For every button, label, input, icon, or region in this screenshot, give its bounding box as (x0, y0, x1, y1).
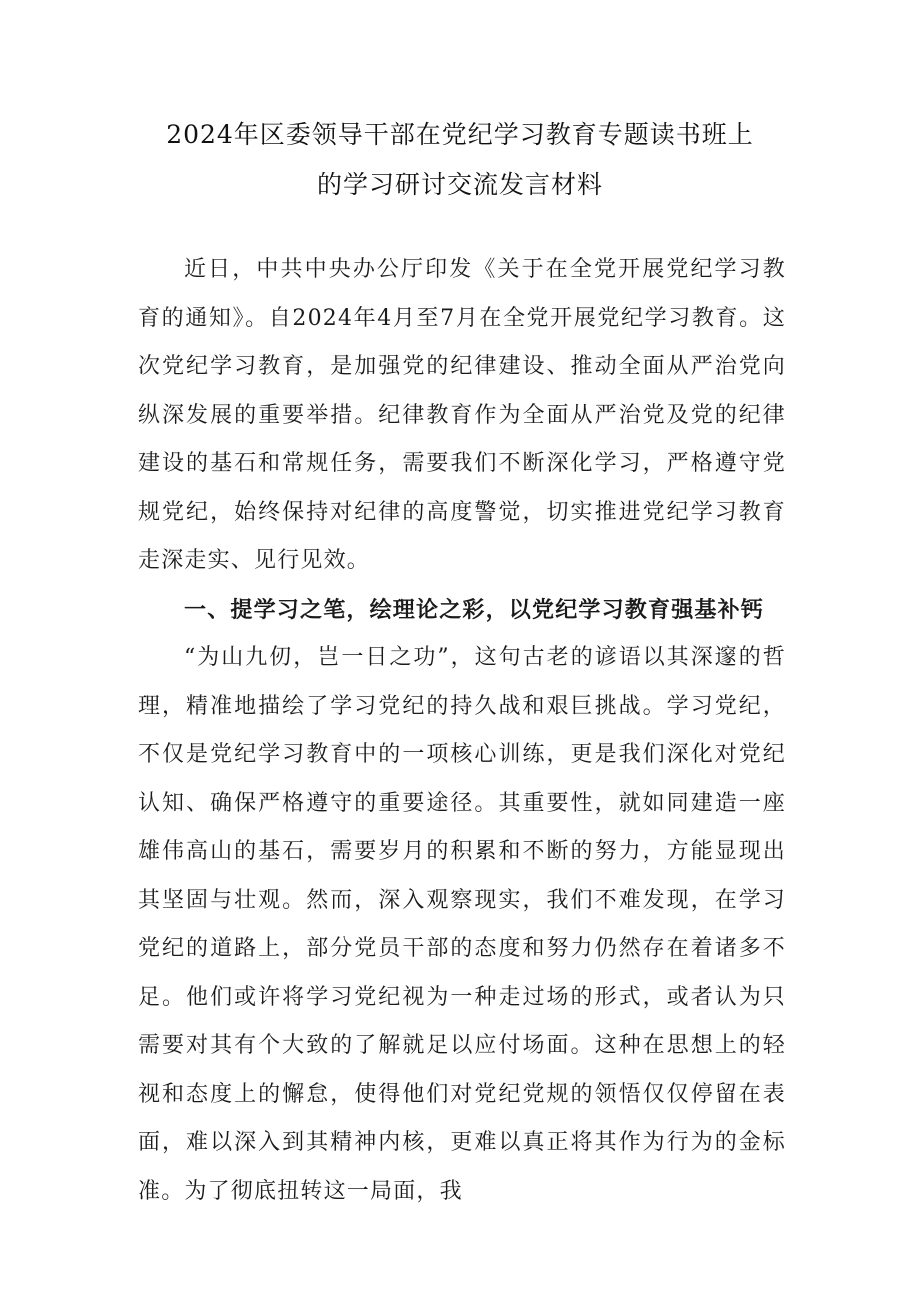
document-title-line-2: 的学习研讨交流发言材料 (316, 170, 603, 199)
section-heading-1: 一、提学习之笔，绘理论之彩，以党纪学习教育强基补钙 (184, 597, 765, 623)
document-title-line-1: 2024年区委领导干部在党纪学习教育专题读书班上 (166, 120, 754, 149)
paragraph-introduction: 近日，中共中央办公厅印发《关于在全党开展党纪学习教育的通知》。自2024年4月至7月在全党开展党纪学习教育。这次党纪学习教育，是加强党的纪律建设、推动全面从严治党向纵深发展的重要举措。纪律教育作为全面从严治党及党的纪律建设的基石和常规任务，需要我们不断深化学习，严格遵守党规党纪，始终保持对纪律的高度警觉，切实推进党纪学习教育走深走实、见行见效。 (138, 257, 786, 573)
paragraph-section-1: “为山九仞，岂一日之功”，这句古老的谚语以其深邃的哲理，精准地描绘了学习党纪的持久战和艰巨挑战。学习党纪，不仅是党纪学习教育中的一项核心训练，更是我们深化对党纪认知、确保严格遵守的重要途径。其重要性，就如同建造一座雄伟高山的基石，需要岁月的积累和不断的努力，方能显现出其坚固与壮观。然而，深入观察现实，我们不难发现，在学习党纪的道路上，部分党员干部的态度和努力仍然存在着诸多不足。他们或许将学习党纪视为一种走过场的形式，或者认为只需要对其有个大致的了解就足以应付场面。这种在思想上的轻视和态度上的懈怠，使得他们对党纪党规的领悟仅仅停留在表面，难以深入到其精神内核，更难以真正将其作为行为的金标准。为了彻底扭转这一局面，我 (138, 645, 786, 1204)
